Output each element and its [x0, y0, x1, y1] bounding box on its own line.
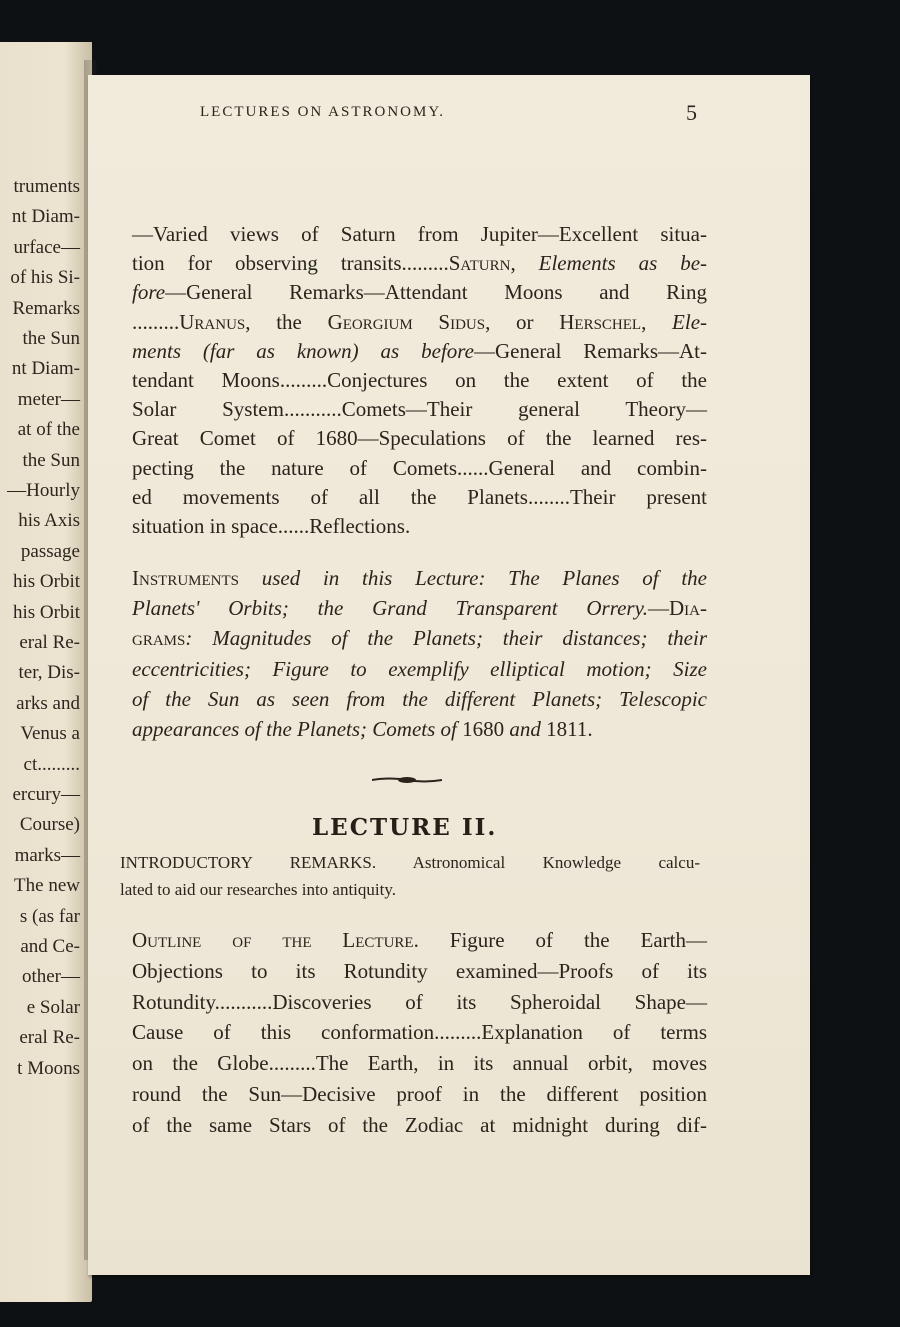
left-page-line: passage [20, 540, 80, 562]
text-run: Elements as be- [538, 251, 708, 276]
para1-line [132, 280, 707, 305]
text-run: appearances of the Planets; Comets of [132, 717, 463, 741]
text-run: —General Remarks—Attendant Moons and Ring [165, 280, 707, 305]
para1-line [132, 368, 707, 393]
left-page-line: The new [14, 875, 80, 897]
text-run: , [641, 309, 673, 334]
left-page-line: arks and [16, 692, 80, 714]
left-page-line: and Ce- [20, 936, 80, 957]
left-page-line: t Moons [17, 1057, 80, 1079]
text-run: of the Sun as seen from the different Planets; Telescopic [132, 686, 707, 711]
text-run: Uranus [179, 309, 246, 334]
left-page-line: the Sun [22, 328, 80, 349]
text-run: 1811. [546, 717, 593, 741]
left-page-line: meter— [17, 388, 80, 410]
left-page-line: eral Re- [19, 632, 80, 653]
left-page-line: other— [21, 966, 80, 988]
text-run: , [510, 251, 539, 276]
para1-line [132, 426, 707, 451]
text-run: grams [132, 626, 186, 651]
para2-line [132, 566, 707, 591]
left-page-line: urface— [13, 236, 80, 258]
text-run: used in this Lecture: The Planes of the [239, 566, 707, 590]
outline-line [132, 1082, 707, 1107]
text-run: Instruments [132, 566, 240, 590]
outline-line [132, 990, 707, 1015]
text-run: Objections to its Rotundity examined—Proofs of its [132, 958, 707, 983]
text-run: ......... [132, 309, 180, 334]
text-run: , or [485, 309, 560, 334]
para2-line [132, 687, 707, 712]
text-run: Great Comet of 1680—Speculations of the learned res- [132, 426, 707, 451]
text-run: Outline of the Lecture. [132, 928, 419, 952]
ornament-divider [372, 776, 442, 784]
para2-line [132, 626, 707, 651]
text-run: INTRODUCTORY REMARKS. [120, 853, 377, 872]
text-run: situation in space......Reflections. [132, 514, 411, 538]
text-run: —General Remarks—At- [474, 338, 707, 363]
text-run: tion for observing transits......... [132, 251, 449, 276]
text-run: tendant Moons.........Conjectures on the extent of the [132, 368, 707, 392]
text-run: Saturn [448, 251, 511, 276]
text-run: —Varied views of Saturn from Jupiter—Excellent situa- [132, 222, 707, 246]
left-page-line: the Sun [22, 449, 80, 471]
left-page-line: of his Si- [10, 267, 80, 289]
text-run: pecting the nature of Comets......General and combin- [132, 455, 707, 480]
text-run: Planets' Orbits; the Grand Transparent Orrery. [132, 596, 648, 621]
text-run: eccentricities; Figure to exemplify elliptical motion; Size [132, 656, 707, 681]
left-page-line: s (as far [19, 905, 80, 927]
para1-line [132, 339, 707, 364]
para1-line [132, 456, 707, 481]
text-run: of the same Stars of the Zodiac at midnight during dif- [132, 1112, 707, 1137]
outline-line [132, 1051, 707, 1076]
text-run: Herschel [559, 309, 642, 334]
text-run: and [504, 717, 547, 741]
left-page-line: his Orbit [12, 601, 80, 623]
text-run: round the Sun—Decisive proof in the different position [132, 1082, 707, 1106]
text-run: fore [132, 280, 166, 305]
left-page-line: ercury— [12, 784, 80, 805]
text-run: Astronomical Knowledge calcu- [376, 853, 700, 872]
left-page-line: ter, Dis- [18, 662, 80, 684]
text-run: Figure of the Earth— [418, 928, 708, 952]
left-page-line: —Hourly [7, 480, 80, 501]
running-head: LECTURES ON ASTRONOMY. [200, 104, 445, 120]
left-page-line: his Axis [18, 510, 80, 532]
left-page-line: e Solar [26, 996, 80, 1018]
text-run: Rotundity...........Discoveries of its Spheroidal Shape— [132, 989, 707, 1014]
para2-line [132, 596, 707, 621]
left-page [0, 42, 92, 1302]
text-run: lated to aid our researches into antiquity. [120, 880, 397, 899]
left-page-line: Course) [19, 814, 80, 836]
left-page-line: his Orbit [12, 571, 80, 593]
left-page-line: Venus a [20, 723, 80, 745]
left-page-line: marks— [14, 844, 80, 866]
para2-line [132, 657, 707, 682]
left-page-line: nt Diam- [11, 358, 80, 380]
left-page-line: eral Re- [19, 1027, 80, 1049]
outline-line [132, 928, 707, 953]
para1-line [132, 222, 707, 247]
text-run: Ele- [672, 309, 708, 334]
intro-line [120, 879, 396, 901]
left-page-line: truments [13, 176, 80, 197]
text-run: Solar System...........Comets—Their general Theory— [132, 397, 707, 422]
para1-line [132, 251, 707, 276]
intro-line [120, 852, 700, 874]
text-run: Georgium Sidus [327, 309, 486, 334]
para1-line [132, 514, 410, 539]
left-page-line: ct......... [23, 753, 80, 775]
text-run: 1680 [462, 717, 505, 741]
text-run: ed movements of all the Planets........Their present [132, 484, 707, 509]
para1-line [132, 485, 707, 510]
para1-line [132, 310, 707, 335]
outline-line [132, 1113, 707, 1138]
text-run: , the [245, 309, 328, 334]
outline-line [132, 959, 707, 984]
left-page-line: Remarks [12, 297, 80, 319]
page-number: 5 [686, 100, 697, 125]
para1-line [132, 397, 707, 422]
outline-line [132, 1020, 707, 1045]
left-page-line: nt Diam- [11, 206, 80, 228]
text-run: Cause of this conformation.........Explanation of terms [132, 1020, 707, 1045]
text-run: Dia- [669, 596, 707, 621]
text-run: : Magnitudes of the Planets; their distances; their [185, 626, 707, 651]
text-run: on the Globe.........The Earth, in its annual orbit, moves [132, 1051, 707, 1076]
text-run: ments (far as known) as before [132, 338, 474, 363]
lecture-heading: LECTURE II. [312, 814, 498, 841]
text-run: — [648, 596, 669, 621]
para2-line [132, 717, 593, 742]
left-page-line: at of the [17, 419, 80, 441]
